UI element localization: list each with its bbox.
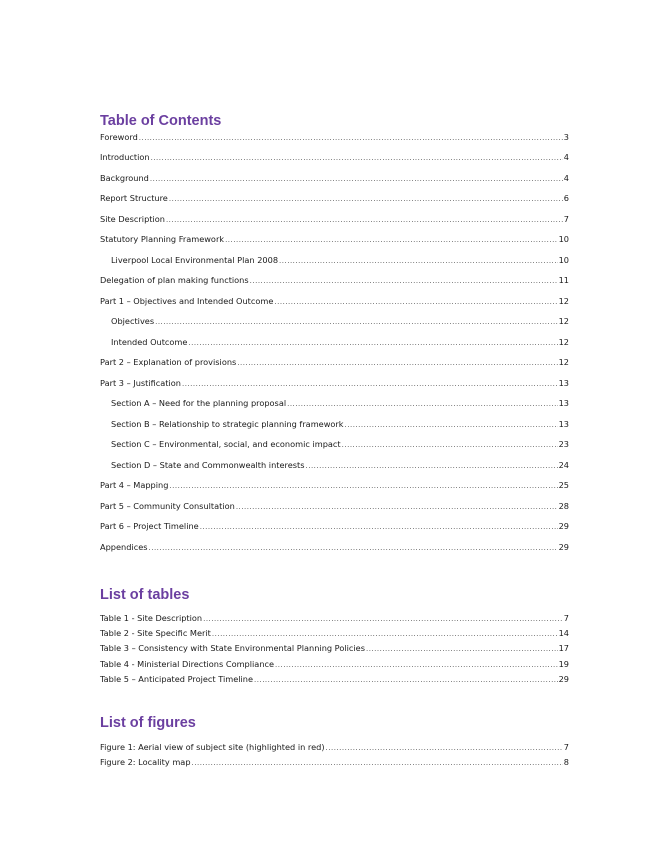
dot-leader (212, 629, 558, 640)
toc-entry[interactable] (100, 480, 569, 491)
toc-entry-page: 7 (563, 214, 569, 224)
toc-entry-label: Part 2 – Explanation of provisions (100, 357, 237, 367)
toc-entry-page: 10 (558, 234, 569, 244)
toc-subentry[interactable] (111, 255, 569, 266)
toc-entry-page: 12 (558, 296, 569, 306)
toc-entry-label: Intended Outcome (111, 337, 188, 347)
toc-entry-label: Delegation of plan making functions (100, 275, 249, 285)
toc-entry[interactable] (100, 357, 569, 368)
toc-entry-label: Objectives (111, 316, 155, 326)
table-list-page: 17 (558, 643, 569, 653)
table-list-entry[interactable] (100, 659, 569, 670)
toc-entry-label: Part 3 – Justification (100, 378, 181, 388)
dot-leader (306, 461, 558, 472)
toc-entry-label: Part 6 – Project Timeline (100, 521, 199, 531)
toc-entry-page: 13 (558, 419, 569, 429)
table-list-label: Table 4 - Ministerial Directions Compliance (100, 659, 275, 669)
table-list-entry[interactable] (100, 643, 569, 654)
toc-entry-page: 13 (558, 378, 569, 388)
toc-subentry[interactable] (111, 398, 569, 409)
toc-entry-page: 29 (558, 542, 569, 552)
table-list-page: 19 (558, 659, 569, 669)
toc-entry-label: Part 1 – Objectives and Intended Outcome (100, 296, 274, 306)
toc-entry[interactable] (100, 234, 569, 245)
toc-entry-page: 3 (563, 132, 569, 142)
toc-entry-page: 4 (563, 173, 569, 183)
dot-leader (188, 338, 557, 349)
toc-subentry[interactable] (111, 337, 569, 348)
toc-entry[interactable] (100, 173, 569, 184)
table-list-page: 29 (558, 674, 569, 684)
toc-entry-label: Section A – Need for the planning proposal (111, 398, 287, 408)
dot-leader (151, 153, 563, 164)
dot-leader (139, 133, 563, 144)
toc-entry-page: 28 (558, 501, 569, 511)
dot-leader (345, 420, 558, 431)
toc-entry-label: Section B – Relationship to strategic planning framework (111, 419, 344, 429)
toc-entry[interactable] (100, 378, 569, 389)
list-of-tables-heading: List of tables (100, 587, 190, 603)
toc-entry-label: Appendices (100, 542, 148, 552)
toc-entry-label: Part 5 – Community Consultation (100, 501, 235, 511)
toc-entry-page: 23 (558, 439, 569, 449)
dot-leader (166, 215, 563, 226)
toc-entry-label: Background (100, 173, 149, 183)
table-list-label: Table 3 – Consistency with State Environmental Planning Policies (100, 643, 365, 653)
toc-subentry[interactable] (111, 316, 569, 327)
toc-entry[interactable] (100, 542, 569, 553)
dot-leader (203, 614, 563, 625)
dot-leader (169, 194, 563, 205)
dot-leader (225, 235, 558, 246)
toc-entry-label: Site Description (100, 214, 165, 224)
dot-leader (342, 440, 558, 451)
toc-subentry[interactable] (111, 439, 569, 450)
dot-leader (254, 675, 558, 686)
table-list-entry[interactable] (100, 628, 569, 639)
table-list-label: Table 5 – Anticipated Project Timeline (100, 674, 254, 684)
list-of-figures-heading: List of figures (100, 715, 196, 731)
toc-entry-label: Section D – State and Commonwealth interests (111, 460, 305, 470)
toc-subentry[interactable] (111, 460, 569, 471)
toc-entry[interactable] (100, 296, 569, 307)
toc-entry-page: 13 (558, 398, 569, 408)
toc-entry-label: Report Structure (100, 193, 168, 203)
table-list-page: 7 (563, 613, 569, 623)
table-list-label: Table 1 - Site Description (100, 613, 203, 623)
toc-entry-page: 6 (563, 193, 569, 203)
figure-list-page: 7 (563, 742, 569, 752)
dot-leader (155, 317, 557, 328)
figure-list-label: Figure 2: Locality map (100, 757, 191, 767)
toc-entry[interactable] (100, 214, 569, 225)
dot-leader (366, 644, 558, 655)
toc-entry-page: 4 (563, 152, 569, 162)
dot-leader (274, 297, 557, 308)
toc-heading: Table of Contents (100, 113, 222, 129)
toc-entry-page: 25 (558, 480, 569, 490)
toc-entry[interactable] (100, 275, 569, 286)
toc-entry-label: Section C – Environmental, social, and economic impact (111, 439, 341, 449)
toc-subentry[interactable] (111, 419, 569, 430)
toc-entry[interactable] (100, 193, 569, 204)
dot-leader (275, 660, 558, 671)
table-list-page: 14 (558, 628, 569, 638)
dot-leader (182, 379, 558, 390)
table-list-entry[interactable] (100, 674, 569, 685)
figure-list-label: Figure 1: Aerial view of subject site (highlighted in red) (100, 742, 325, 752)
figure-list-entry[interactable] (100, 742, 569, 753)
dot-leader (149, 543, 558, 554)
dot-leader (169, 481, 557, 492)
toc-entry-page: 12 (558, 316, 569, 326)
dot-leader (287, 399, 557, 410)
dot-leader (237, 358, 557, 369)
figure-list-page: 8 (563, 757, 569, 767)
toc-entry-label: Introduction (100, 152, 150, 162)
dot-leader (326, 743, 563, 754)
toc-entry-label: Foreword (100, 132, 138, 142)
dot-leader (236, 502, 558, 513)
toc-entry-label: Part 4 – Mapping (100, 480, 169, 490)
toc-entry-page: 12 (558, 337, 569, 347)
toc-entry-page: 29 (558, 521, 569, 531)
toc-entry-page: 11 (558, 275, 569, 285)
toc-entry[interactable] (100, 521, 569, 532)
toc-entry-label: Liverpool Local Environmental Plan 2008 (111, 255, 279, 265)
toc-entry-page: 10 (558, 255, 569, 265)
table-list-label: Table 2 - Site Specific Merit (100, 628, 211, 638)
dot-leader (200, 522, 558, 533)
toc-entry-page: 12 (558, 357, 569, 367)
figure-list-entry[interactable] (100, 757, 569, 768)
dot-leader (250, 276, 558, 287)
dot-leader (150, 174, 563, 185)
toc-entry[interactable] (100, 501, 569, 512)
toc-entry-label: Statutory Planning Framework (100, 234, 225, 244)
table-list-entry[interactable] (100, 613, 569, 624)
toc-entry-page: 24 (558, 460, 569, 470)
dot-leader (192, 758, 563, 769)
dot-leader (279, 256, 558, 267)
toc-entry[interactable] (100, 132, 569, 143)
toc-entry[interactable] (100, 152, 569, 163)
